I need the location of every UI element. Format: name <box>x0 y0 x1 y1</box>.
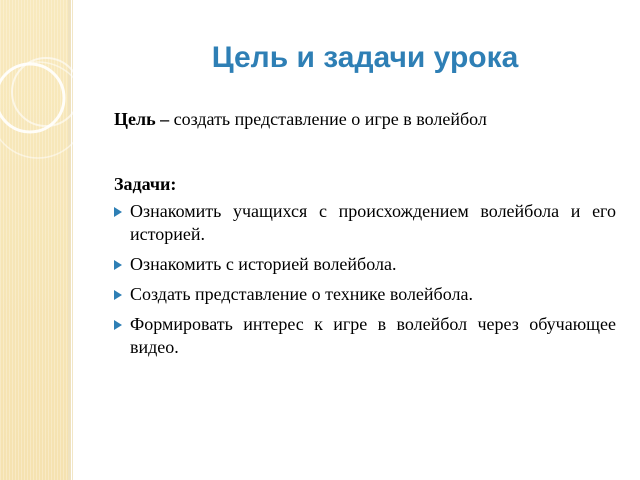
goal-label: Цель – <box>114 109 170 129</box>
goal-text: создать представление о игре в волейбол <box>169 109 487 129</box>
slide-title: Цель и задачи урока <box>211 41 519 74</box>
bullet-icon <box>114 320 122 330</box>
tasks-heading: Задачи: <box>114 174 177 194</box>
task-text: Ознакомить с историей волейбола. <box>130 254 397 274</box>
decorative-circles-icon <box>0 0 120 200</box>
list-item <box>114 253 616 276</box>
goal-line <box>114 108 616 131</box>
task-text: Создать представление о технике волейбола. <box>130 284 473 304</box>
list-item <box>114 283 616 306</box>
list-item <box>114 313 616 359</box>
task-text: Ознакомить учащихся с происхождением волейбола и его историей. <box>130 201 616 244</box>
bullet-icon <box>114 260 122 270</box>
slide-content <box>114 108 616 366</box>
bullet-icon <box>114 207 122 217</box>
task-text: Формировать интерес к игре в волейбол через обучающее видео. <box>130 314 616 357</box>
bullet-icon <box>114 290 122 300</box>
list-item <box>114 200 616 246</box>
tasks-list <box>114 200 616 359</box>
